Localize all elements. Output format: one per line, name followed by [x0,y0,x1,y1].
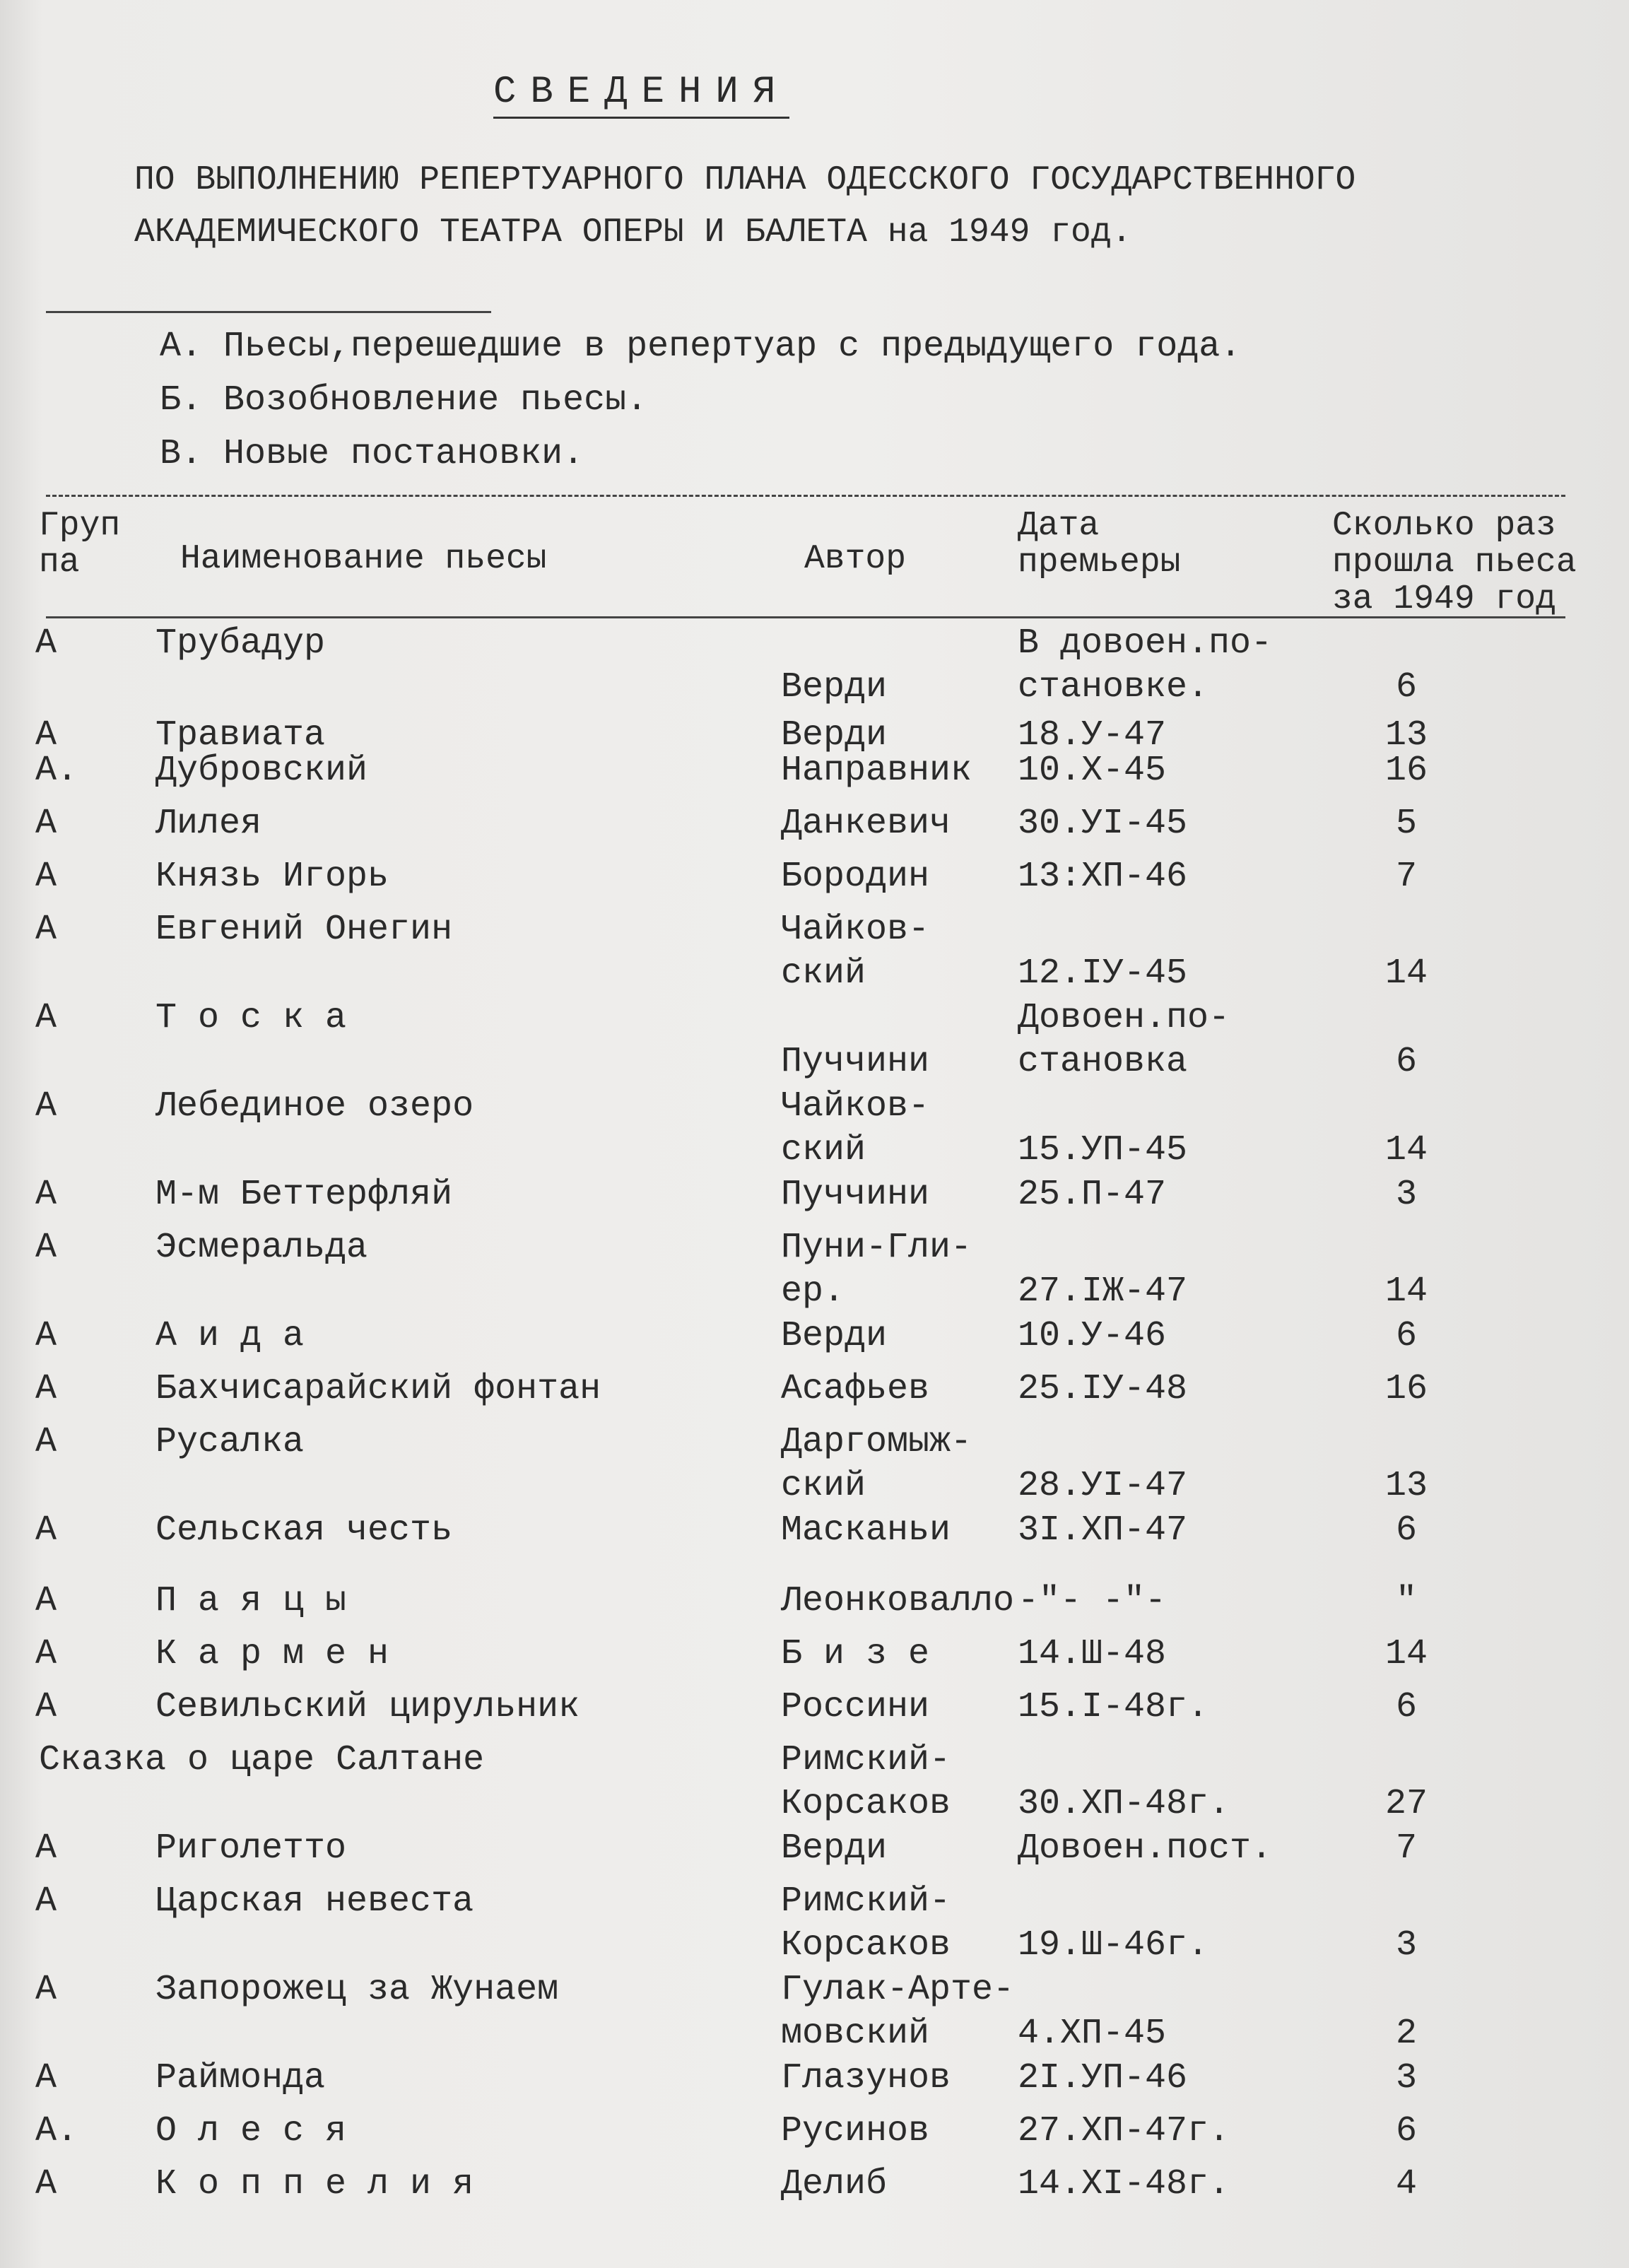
row-author: Римский- [781,1740,951,1780]
row-group: А [35,1316,57,1356]
row-premiere-date: 28.УI-47 [1018,1466,1188,1506]
row-premiere-date-cont: становка [1018,1042,1188,1082]
row-premiere-date: 3I.ХП-47 [1018,1510,1188,1551]
row-author-cont: ер. [781,1271,845,1312]
row-group: А [35,857,57,897]
row-premiere-date: -"- -"- [1018,1581,1167,1621]
row-premiere-date: В довоен.по- [1018,623,1273,664]
column-header-name: Наименование пьесы [180,540,547,578]
row-group: А [35,1228,57,1268]
row-play-name: М-м Беттерфляй [155,1175,453,1215]
row-author: Верди [781,715,888,756]
row-play-name: К о п п е л и я [155,2164,474,2204]
row-play-name: Севильский цирульник [155,1687,580,1727]
column-header-count-line3: за 1949 год [1332,580,1556,618]
row-premiere-date: 10.Х-45 [1018,751,1167,791]
row-performance-count: 2 [1395,2014,1417,2054]
column-header-group [39,507,120,581]
row-group: А [35,715,57,756]
row-author: Верди [781,1316,888,1356]
row-group: А [35,1634,57,1674]
row-group: А [35,804,57,844]
row-premiere-date: 13:ХП-46 [1018,857,1188,897]
row-performance-count: 6 [1395,1042,1417,1082]
row-group: А [35,2058,57,2098]
row-performance-count: 14 [1384,1130,1428,1170]
row-author-cont: ский [781,1130,866,1170]
row-play-name: Трубадур [155,623,326,664]
row-group: А [35,1510,57,1551]
row-performance-count: 14 [1384,1271,1428,1312]
row-group: А [35,1881,57,1922]
row-group: А [35,1581,57,1621]
row-author: Леонковалло [781,1581,1015,1621]
row-premiere-date: 14.ХI-48г. [1018,2164,1230,2204]
row-group: А [35,1175,57,1215]
row-author: Направник [781,751,972,791]
row-author-cont: ский [781,953,866,994]
subtitle-line-1: ПО ВЫПОЛНЕНИЮ РЕПЕРТУАРНОГО ПЛАНА ОДЕССКОГО ГОСУДАРСТВЕННОГО [134,161,1356,199]
column-header-count-line1: Сколько раз [1332,507,1556,545]
column-header-author: Автор [804,540,907,578]
row-play-name: Бахчисарайский фонтан [155,1369,601,1409]
row-play-name: Евгений Онегин [155,910,453,950]
row-play-name: Князь Игорь [155,857,389,897]
row-play-name: Царская невеста [155,1881,474,1922]
legend-item-c: В. Новые постановки. [160,434,584,474]
row-play-name: К а р м е н [155,1634,389,1674]
row-performance-count: 6 [1395,667,1417,707]
row-play-name: Травиата [155,715,326,756]
column-header-date-line2: премьеры [1018,544,1181,582]
legend-item-b: Б. Возобновление пьесы. [160,380,648,421]
row-group: А [35,910,57,950]
row-play-name: Дубровский [155,751,368,791]
row-performance-count: 3 [1395,2058,1417,2098]
row-author-cont: Корсаков [781,1784,951,1824]
row-premiere-date: 27.IЖ-47 [1018,1271,1188,1312]
row-author: Россини [781,1687,930,1727]
row-group: А [35,1828,57,1869]
row-author: Даргомыж- [781,1422,972,1462]
row-group: А [35,1086,57,1127]
row-premiere-date: 27.ХП-47г. [1018,2111,1230,2151]
row-play-name: Лебединое озеро [155,1086,474,1127]
row-premiere-date: Довоен.по- [1018,998,1230,1038]
row-performance-count: 16 [1384,1369,1428,1409]
row-author: Масканьи [781,1510,951,1551]
row-premiere-date: 12.IУ-45 [1018,953,1188,994]
row-premiere-date: 30.ХП-48г. [1018,1784,1230,1824]
row-premiere-date: 15.I-48г. [1018,1687,1209,1727]
row-author: Б и з е [781,1634,930,1674]
row-author: Верди [781,667,888,707]
row-group: А [35,623,57,664]
column-header-group-line2: па [39,544,80,582]
legend-item-a: А. Пьесы,перешедшие в репертуар с предыдущего года. [160,327,1242,367]
row-author: Пуни-Гли- [781,1228,972,1268]
row-performance-count: 7 [1395,857,1417,897]
row-play-name: Русалка [155,1422,305,1462]
row-premiere-date: 14.Ш-48 [1018,1634,1167,1674]
column-header-group-line1: Груп [39,507,121,545]
row-premiere-date: 25.П-47 [1018,1175,1167,1215]
row-author-cont: мовский [781,2014,930,2054]
row-premiere-date: 10.У-46 [1018,1316,1167,1356]
short-divider [46,311,491,313]
row-performance-count: " [1395,1581,1417,1621]
column-header-count [1332,507,1577,618]
row-performance-count: 5 [1395,804,1417,844]
row-performance-count: 3 [1395,1175,1417,1215]
column-header-date [1018,507,1180,581]
row-author: Гулак-Арте- [781,1970,1015,2010]
column-header-date-line1: Дата [1018,507,1100,545]
row-premiere-date: 30.УI-45 [1018,804,1188,844]
row-group: А [35,1422,57,1462]
row-premiere-date: 18.У-47 [1018,715,1167,756]
row-performance-count: 14 [1384,953,1428,994]
row-play-name: Риголетто [155,1828,347,1869]
row-performance-count: 6 [1395,1510,1417,1551]
row-play-name: Лилея [155,804,262,844]
row-group: А [35,998,57,1038]
row-author: Римский- [781,1881,951,1922]
row-author: Верди [781,1828,888,1869]
row-performance-count: 6 [1395,1316,1417,1356]
row-play-name: Сельская честь [155,1510,453,1551]
row-premiere-date: 4.ХП-45 [1018,2014,1167,2054]
row-play-name: О л е с я [155,2111,347,2151]
row-performance-count: 6 [1395,2111,1417,2151]
header-top-divider [46,495,1565,497]
row-group: А. [35,751,78,791]
row-group: А [35,1369,57,1409]
row-author: Бородин [781,857,930,897]
row-performance-count: 7 [1395,1828,1417,1869]
row-premiere-date: 15.УП-45 [1018,1130,1188,1170]
row-group: А. [35,2111,78,2151]
row-play-name: Т о с к а [155,998,347,1038]
column-header-count-line2: прошла пьеса [1332,544,1577,582]
header-bottom-divider [46,616,1565,618]
row-performance-count: 13 [1384,715,1428,756]
row-premiere-date-cont: становке. [1018,667,1209,707]
row-performance-count: 3 [1395,1925,1417,1966]
row-performance-count: 16 [1384,751,1428,791]
row-performance-count: 13 [1384,1466,1428,1506]
row-author: Чайков- [781,1086,930,1127]
row-premiere-date: 25.IУ-48 [1018,1369,1188,1409]
row-group: А [35,1687,57,1727]
row-play-name: П а я ц ы [155,1581,347,1621]
document-title: СВЕДЕНИЯ [493,71,789,119]
row-premiere-date: 2I.УП-46 [1018,2058,1188,2098]
row-play-name: Запорожец за Жунаем [155,1970,559,2010]
row-author: Делиб [781,2164,888,2204]
row-performance-count: 6 [1395,1687,1417,1727]
row-author-cont: Корсаков [781,1925,951,1966]
row-group: А [35,2164,57,2204]
row-author: Чайков- [781,910,930,950]
row-performance-count: 27 [1384,1784,1428,1824]
row-play-name: А и д а [155,1316,305,1356]
row-author: Данкевич [781,804,951,844]
row-group: А [35,1970,57,2010]
row-author-cont: ский [781,1466,866,1506]
row-premiere-date: Довоен.пост. [1018,1828,1273,1869]
row-author: Пуччини [781,1175,930,1215]
row-premiere-date: 19.Ш-46г. [1018,1925,1209,1966]
row-play-name: Раймонда [155,2058,326,2098]
row-performance-count: 4 [1395,2164,1417,2204]
row-play-name: Эсмеральда [155,1228,368,1268]
row-author: Русинов [781,2111,930,2151]
row-author: Глазунов [781,2058,951,2098]
subtitle-line-2: АКАДЕМИЧЕСКОГО ТЕАТРА ОПЕРЫ И БАЛЕТА на 1949 год. [134,213,1132,252]
row-author: Асафьев [781,1369,930,1409]
row-author: Пуччини [781,1042,930,1082]
row-play-name: Сказка о царе Салтане [39,1740,485,1780]
row-performance-count: 14 [1384,1634,1428,1674]
